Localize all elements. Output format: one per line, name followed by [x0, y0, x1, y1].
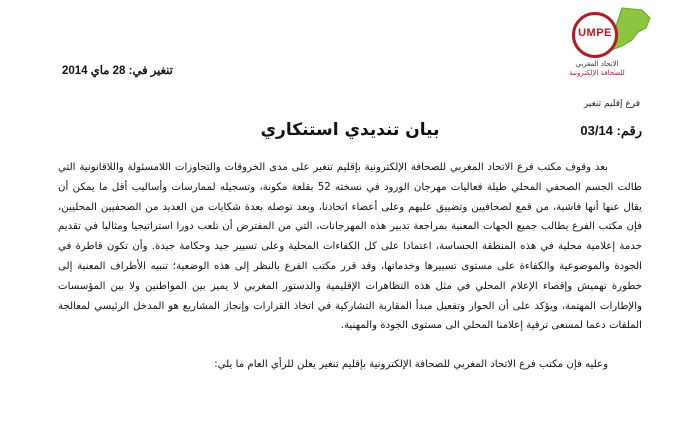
logo-org-name-line2: للصحافة الإلكترونية	[569, 69, 625, 77]
logo-badge	[572, 12, 618, 58]
umpe-logo	[542, 6, 652, 88]
body-paragraph-2: وعليه فإن مكتب فرع الاتحاد المغربي للصحافة الإلكترونية بإقليم تنغير يعلن للرأي العام ما يلي:	[214, 359, 608, 371]
logo-org-name-line1: الاتحاد المغربي	[575, 60, 619, 68]
document-body	[58, 158, 642, 375]
document-title: بيان تنديدي استنكاري	[260, 120, 440, 140]
logo-org-name	[542, 60, 652, 78]
branch-label: فرع إقليم تنغير	[583, 99, 640, 109]
reference-number: رقم: 03/14	[580, 123, 642, 138]
body-paragraph-1: بعد وقوف مكتب فرع الاتحاد المغربي للصحافة الإلكترونية بإقليم تنغير على مدى الخروقات والتجاوزات اللامسئولة واللاقانونية التي طالت الجسم الصحفي المحلي طيلة فعاليات مهرجان الورود في نسخته 52 بقلعة مكونة، وتسجيله لممارسات وأساليب أقل ما يمكن أن يقال عنها أنها فاشية، من قمع لصحافيين وتضييق عليهم وعلى أعضاء اتحادنا، وبعد توصله بعدة شكايات من العديد من الصحفيين المحليين، فإن مكتب الفرع يطالب جميع الجهات المعنية بمراجعة تدبير هذه المهرجانات، التي من المفترض أن تلعب دورا استراتيجيا ومثاليا في تقديم خدمة إعلامية محلية في هذه المنطقة الحساسة، اعتمادا على كل الكفاءات المحلية وعلى تسيير جيد وحكامة جيدة. وأن تكون قاطرة في الجودة والموضوعية والكفاءة على مستوى تسييرها وخدماتها، وقد قرر مكتب الفرع بالنظر إلى هذه الوضعية؛ تنبيه الأطراف المعنية إلى خطورة تهميش وإقصاء الإعلام المحلي في مثل هذه التظاهرات الإقليمية والدستور المغربي لا يميز بين المواطنين ولا بين المؤسسات والإطارات المهتمة، ويؤكد على أن الحوار وتفعيل مبدأ المقاربة التشاركية في اتخاذ القرارات وإنجاز المشاريع هو المدخل الرئيسي لمعالجة الملفات دعما لمسعى ترقية إعلامنا المحلي الى مستوى الجودة والمهنية.	[58, 162, 642, 332]
dateline: تنغير في: 28 ماي 2014	[62, 65, 173, 77]
logo-acronym: UMPE	[578, 27, 612, 39]
